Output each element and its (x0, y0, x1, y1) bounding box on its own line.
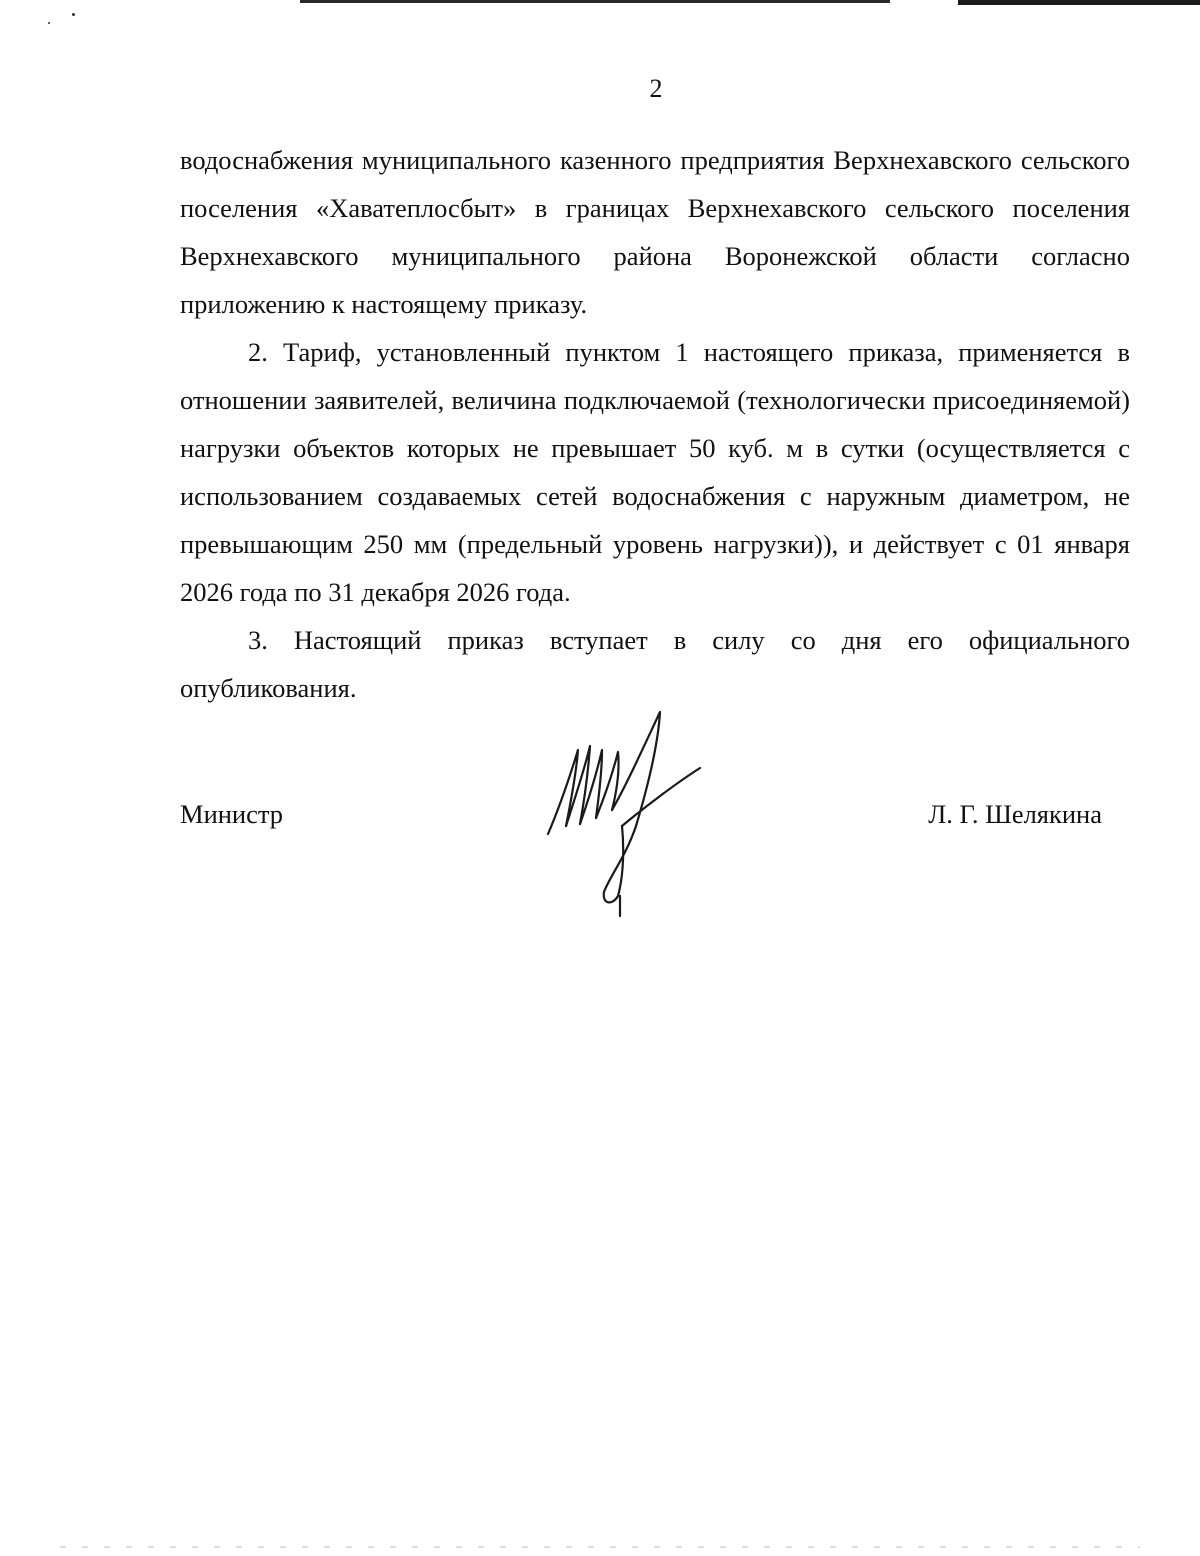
scan-dot (72, 13, 75, 16)
paragraph-item-2: 2. Тариф, установленный пунктом 1 настоящего приказа, применяется в отношении заявителей, величина подключаемой (технологически присоединяемой) нагрузки объектов которых не превышает 50 куб. м в сутки (осуществляется с использованием создаваемых сетей водоснабжения с наружным диаметром, не превышающим 250 мм (предельный уровень нагрузки)), и действует с 01 января 2026 года по 31 декабря 2026 года. (180, 337, 1130, 607)
signatory-name: Л. Г. Шелякина (928, 799, 1102, 829)
signatory-position: Министр (180, 799, 284, 829)
scan-edge-top-left (300, 0, 890, 3)
handwritten-signature (540, 706, 720, 921)
scan-noise-bottom (60, 1546, 1140, 1548)
scan-edge-top-right (958, 0, 1200, 5)
document-body (180, 136, 1130, 712)
page-number: 2 (649, 74, 663, 103)
scan-dot (48, 22, 50, 24)
paragraph-continuation: водоснабжения муниципального казенного предприятия Верхнехавского сельского поселения «Хаватеплосбыт» в границах Верхнехавского сельского поселения Верхнехавского муниципального района Воронежской области согласно приложению к настоящему приказу. (180, 145, 1130, 319)
paragraph-item-3: 3. Настоящий приказ вступает в силу со дня его официального опубликования. (180, 625, 1130, 703)
